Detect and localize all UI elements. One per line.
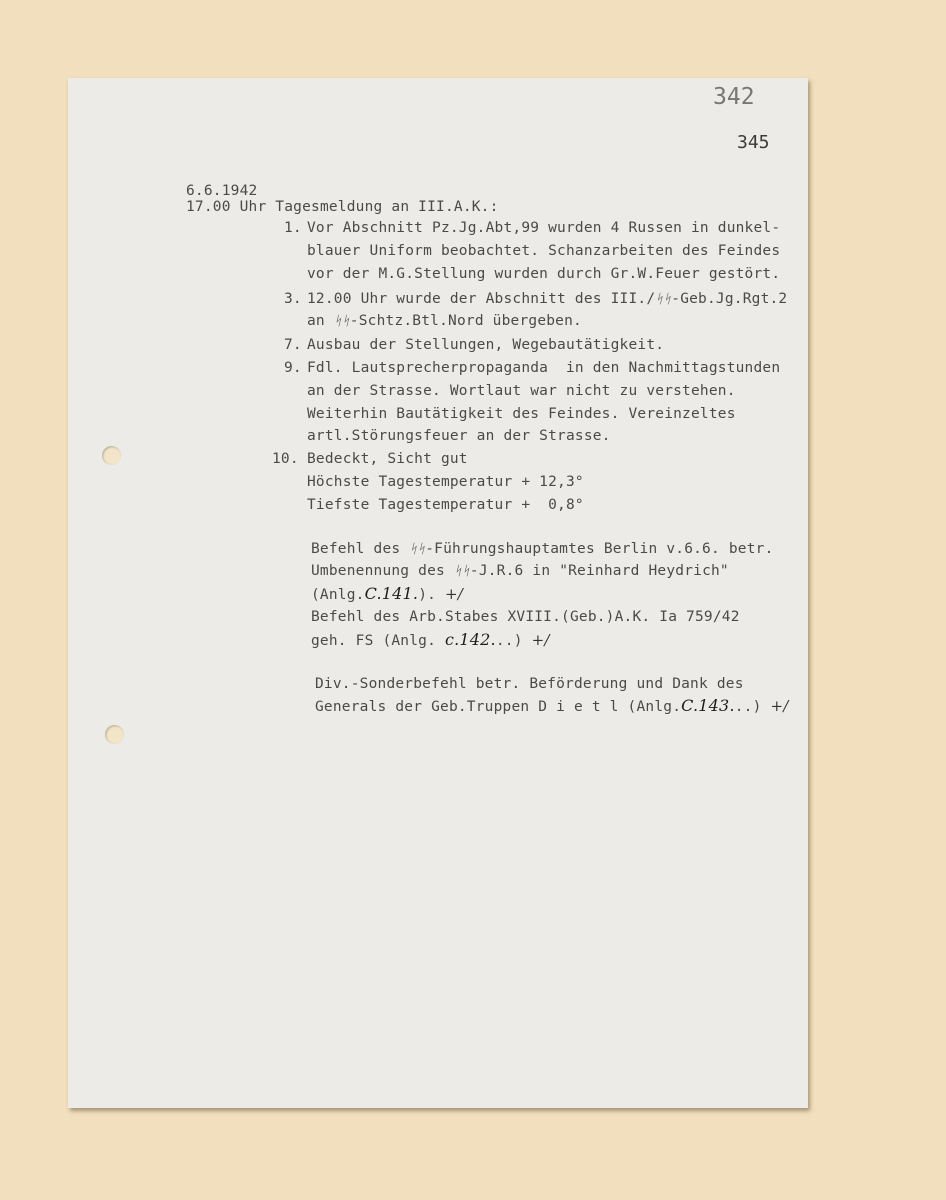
item-number: 7.: [284, 337, 302, 353]
handwritten-annex-number: c.142.: [444, 630, 496, 649]
item-line: blauer Uniform beobachtet. Schanzarbeiten des Feindes: [307, 243, 781, 259]
report-date: 6.6.1942: [186, 183, 258, 199]
item-line: an ᛋᛋ-Schtz.Btl.Nord übergeben.: [307, 313, 582, 329]
punch-hole-top: [102, 446, 121, 465]
ss-rune: ᛋᛋ: [333, 314, 350, 329]
item-line: Bedeckt, Sicht gut: [307, 451, 468, 467]
item-line: Fdl. Lautsprecherpropaganda in den Nachmittagstunden: [307, 360, 781, 376]
item-line: Vor Abschnitt Pz.Jg.Abt,99 wurden 4 Russen in dunkel-: [307, 220, 781, 236]
report-heading: 17.00 Uhr Tagesmeldung an III.A.K.:: [186, 199, 499, 215]
item-number: 1.: [284, 220, 302, 236]
item-line: Tiefste Tagestemperatur + 0,8°: [307, 497, 584, 513]
item-line: vor der M.G.Stellung wurden durch Gr.W.Feuer gestört.: [307, 266, 781, 282]
page-number: 345: [737, 132, 770, 153]
ss-rune: ᛋᛋ: [655, 292, 672, 307]
item-number: 9.: [284, 360, 302, 376]
item-line: 12.00 Uhr wurde der Abschnitt des III./ᛋᛋ-Geb.Jg.Rgt.2: [307, 291, 788, 307]
ss-rune: ᛋᛋ: [453, 564, 470, 579]
handwritten-annex-number: C.141.: [364, 584, 419, 603]
item-line: Ausbau der Stellungen, Wegebautätigkeit.: [307, 337, 665, 353]
document-page: [68, 78, 808, 1108]
old-page-number: 342: [713, 84, 755, 110]
order-line: Befehl des ᛋᛋ-Führungshauptamtes Berlin v.6.6. betr.: [311, 541, 774, 557]
item-line: Höchste Tagestemperatur + 12,3°: [307, 474, 584, 490]
item-number: 3.: [284, 291, 302, 307]
item-line: an der Strasse. Wortlaut war nicht zu verstehen.: [307, 383, 736, 399]
order-line: Div.-Sonderbefehl betr. Beförderung und Dank des: [315, 676, 744, 692]
handwritten-check-mark: +/: [531, 631, 550, 649]
punch-hole-bottom: [105, 725, 124, 744]
ss-rune: ᛋᛋ: [409, 542, 426, 557]
order-line: (Anlg.C.141.). +/: [311, 584, 464, 603]
order-line: geh. FS (Anlg. c.142...) +/: [311, 630, 550, 649]
item-number: 10.: [272, 451, 299, 467]
order-line: Befehl des Arb.Stabes XVIII.(Geb.)A.K. Ia 759/42: [311, 609, 740, 625]
item-line: artl.Störungsfeuer an der Strasse.: [307, 428, 611, 444]
order-line: Generals der Geb.Truppen D i e t l (Anlg.C.143...) +/: [315, 696, 789, 715]
order-line: Umbenennung des ᛋᛋ-J.R.6 in "Reinhard Heydrich": [311, 563, 729, 579]
item-line: Weiterhin Bautätigkeit des Feindes. Vereinzeltes: [307, 406, 736, 422]
handwritten-check-mark: +/: [770, 697, 789, 715]
handwritten-annex-number: C.143.: [681, 696, 735, 715]
handwritten-check-mark: +/: [444, 585, 464, 603]
